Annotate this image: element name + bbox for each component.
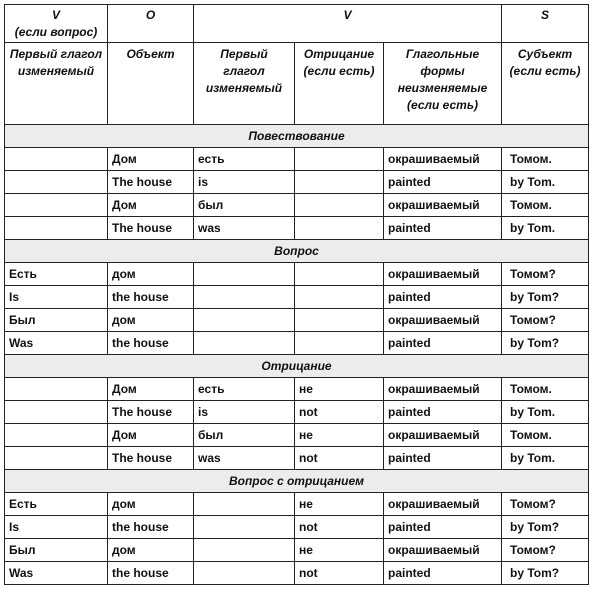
cell-first-verb [194, 332, 295, 355]
cell-object: дом [108, 263, 194, 286]
header-first-verb-left: Первый глагол изменяемый [5, 43, 108, 125]
cell-negation: not [295, 447, 384, 470]
cell-first-verb [194, 493, 295, 516]
cell-verb-form: окрашиваемый [384, 309, 502, 332]
cell-first-verb: есть [194, 148, 295, 171]
cell-v-question: Есть [5, 263, 108, 286]
cell-subject: Томом? [502, 263, 589, 286]
cell-first-verb [194, 263, 295, 286]
cell-verb-form: окрашиваемый [384, 263, 502, 286]
cell-negation: не [295, 378, 384, 401]
cell-subject: by Tom? [502, 332, 589, 355]
cell-first-verb: is [194, 171, 295, 194]
cell-subject: Томом. [502, 148, 589, 171]
cell-v-question [5, 378, 108, 401]
cell-v-question [5, 171, 108, 194]
cell-v-question: Is [5, 286, 108, 309]
table-row [5, 516, 589, 539]
header-v-question [5, 5, 108, 43]
section-row [5, 355, 589, 378]
section-title: Отрицание [5, 355, 589, 378]
cell-v-question: Was [5, 332, 108, 355]
cell-subject: Томом? [502, 309, 589, 332]
cell-first-verb [194, 516, 295, 539]
cell-object: the house [108, 286, 194, 309]
cell-first-verb: was [194, 217, 295, 240]
cell-object: Дом [108, 148, 194, 171]
cell-first-verb [194, 539, 295, 562]
cell-negation: not [295, 401, 384, 424]
table-row [5, 286, 589, 309]
cell-first-verb: был [194, 424, 295, 447]
cell-v-question [5, 194, 108, 217]
cell-negation [295, 286, 384, 309]
cell-subject: Томом. [502, 194, 589, 217]
cell-verb-form: окрашиваемый [384, 148, 502, 171]
cell-v-question: Есть [5, 493, 108, 516]
cell-subject: by Tom. [502, 401, 589, 424]
cell-negation [295, 171, 384, 194]
cell-subject: by Tom. [502, 171, 589, 194]
cell-v-question: Is [5, 516, 108, 539]
header-o: O [108, 5, 194, 43]
cell-verb-form: painted [384, 171, 502, 194]
cell-object: The house [108, 401, 194, 424]
header-s: S [502, 5, 589, 43]
cell-v-question [5, 447, 108, 470]
table-row [5, 562, 589, 585]
cell-v-question: Был [5, 539, 108, 562]
cell-verb-form: painted [384, 447, 502, 470]
header-verb-forms: Глагольные формы неизменяемые (если есть) [384, 43, 502, 125]
cell-object: the house [108, 562, 194, 585]
table-row [5, 493, 589, 516]
cell-object: The house [108, 171, 194, 194]
cell-verb-form: окрашиваемый [384, 424, 502, 447]
header-v-question-letter: V [51, 8, 60, 22]
cell-negation: not [295, 562, 384, 585]
cell-negation: not [295, 516, 384, 539]
cell-first-verb [194, 309, 295, 332]
cell-v-question: Был [5, 309, 108, 332]
cell-negation: не [295, 493, 384, 516]
table-row [5, 401, 589, 424]
header-negation: Отрицание (если есть) [295, 43, 384, 125]
table-row [5, 263, 589, 286]
section-title: Вопрос [5, 240, 589, 263]
header-v: V [194, 5, 502, 43]
table-row [5, 332, 589, 355]
table-row [5, 171, 589, 194]
cell-object: дом [108, 539, 194, 562]
cell-negation [295, 148, 384, 171]
cell-negation [295, 217, 384, 240]
cell-negation [295, 309, 384, 332]
cell-verb-form: окрашиваемый [384, 493, 502, 516]
cell-verb-form: painted [384, 562, 502, 585]
cell-subject: by Tom? [502, 562, 589, 585]
cell-verb-form: painted [384, 217, 502, 240]
cell-object: Дом [108, 194, 194, 217]
cell-verb-form: painted [384, 332, 502, 355]
cell-negation [295, 332, 384, 355]
header-subject: Субъект (если есть) [502, 43, 589, 125]
cell-verb-form: painted [384, 286, 502, 309]
cell-subject: by Tom? [502, 516, 589, 539]
cell-v-question: Was [5, 562, 108, 585]
header-first-verb: Первый глагол изменяемый [194, 43, 295, 125]
cell-object: The house [108, 217, 194, 240]
cell-subject: by Tom? [502, 286, 589, 309]
section-title: Повествование [5, 125, 589, 148]
cell-negation [295, 263, 384, 286]
grammar-table [4, 4, 589, 585]
cell-object: дом [108, 493, 194, 516]
table-row [5, 447, 589, 470]
cell-subject: Томом. [502, 424, 589, 447]
section-title: Вопрос с отрицанием [5, 470, 589, 493]
cell-negation: не [295, 424, 384, 447]
cell-v-question [5, 424, 108, 447]
section-row [5, 125, 589, 148]
cell-v-question [5, 148, 108, 171]
cell-negation: не [295, 539, 384, 562]
header-object: Объект [108, 43, 194, 125]
cell-first-verb: is [194, 401, 295, 424]
table-row [5, 194, 589, 217]
cell-verb-form: painted [384, 516, 502, 539]
header-row-top [5, 5, 589, 43]
cell-subject: Томом? [502, 493, 589, 516]
cell-first-verb [194, 286, 295, 309]
cell-negation [295, 194, 384, 217]
cell-subject: by Tom. [502, 217, 589, 240]
cell-first-verb: есть [194, 378, 295, 401]
cell-first-verb: was [194, 447, 295, 470]
table-row [5, 217, 589, 240]
cell-v-question [5, 217, 108, 240]
cell-verb-form: окрашиваемый [384, 539, 502, 562]
cell-object: Дом [108, 424, 194, 447]
cell-verb-form: окрашиваемый [384, 378, 502, 401]
cell-v-question [5, 401, 108, 424]
header-v-question-note: (если вопрос) [14, 25, 98, 39]
table-row [5, 378, 589, 401]
cell-object: Дом [108, 378, 194, 401]
cell-subject: Томом? [502, 539, 589, 562]
table-row [5, 539, 589, 562]
header-row-bottom [5, 43, 589, 125]
cell-object: The house [108, 447, 194, 470]
section-row [5, 470, 589, 493]
cell-first-verb: был [194, 194, 295, 217]
table-row [5, 309, 589, 332]
cell-object: the house [108, 332, 194, 355]
cell-first-verb [194, 562, 295, 585]
cell-subject: Томом. [502, 378, 589, 401]
cell-verb-form: окрашиваемый [384, 194, 502, 217]
cell-verb-form: painted [384, 401, 502, 424]
table-row [5, 424, 589, 447]
cell-object: the house [108, 516, 194, 539]
section-row [5, 240, 589, 263]
cell-object: дом [108, 309, 194, 332]
table-row [5, 148, 589, 171]
cell-subject: by Tom. [502, 447, 589, 470]
